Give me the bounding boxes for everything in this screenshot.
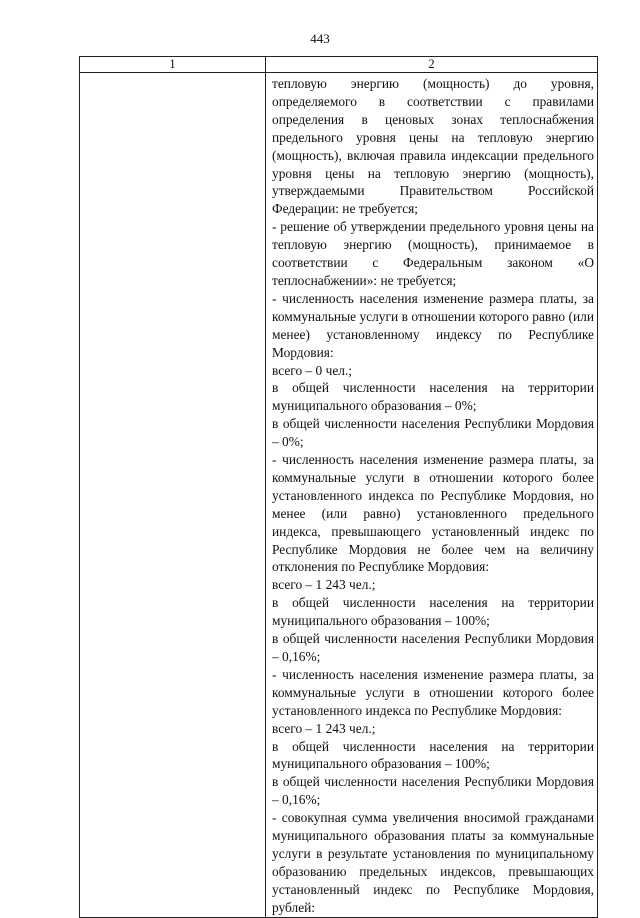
paragraph: - численность населения изменение размера платы, за коммунальные услуги в отношении которого более установленного индекса по Республике Мордовия, но менее (или равно) установленного предельного индекса, превышающего установленный индекс по Республике Мордовия не более чем на величину отклонения по Республике Мордовия:	[272, 452, 594, 575]
page-number: 443	[310, 31, 330, 46]
paragraph: в общей численности населения Республики Мордовия – 0,16%;	[272, 631, 594, 664]
column-2-content	[266, 73, 597, 917]
table-body-row	[80, 73, 598, 918]
paragraph: в общей численности населения на территории муниципального образования – 100%;	[272, 738, 594, 772]
paragraph: всего – 1 243 чел.;	[272, 720, 376, 736]
paragraph: - численность населения изменение размера платы, за коммунальные услуги в отношении которого равно (или менее) установленному индексу по Республике Мордовия:	[272, 290, 594, 360]
column-2-cell	[266, 73, 598, 918]
paragraph: в общей численности населения Республики Мордовия – 0%;	[272, 416, 594, 450]
paragraph: - совокупная сумма увеличения вносимой гражданами муниципального образования платы за коммунальные услуги в результате установления по муниципальному образованию предельных индексов, превышающих установленный индекс по Республике Мордовия, рублей:	[272, 810, 594, 915]
table-header-row	[80, 57, 598, 73]
paragraph: в общей численности населения на территории муниципального образования – 100%;	[272, 595, 594, 629]
column-header-2: 2	[266, 57, 598, 73]
document-table	[79, 56, 598, 918]
paragraph: всего – 1 243 чел.;	[272, 577, 376, 593]
paragraph: в общей численности населения Республики Мордовия – 0,16%;	[272, 774, 594, 808]
paragraph: в общей численности населения на территории муниципального образования – 0%;	[272, 380, 594, 414]
column-header-1: 1	[80, 57, 266, 73]
paragraph: - решение об утверждении предельного уровня цены на тепловую энергию (мощность), принимаемое в соответствии с Федеральным законом «О теплоснабжении»: не требуется;	[272, 219, 594, 288]
paragraph: - численность населения изменение размера платы, за коммунальные услуги в отношении которого более установленного индекса по Республике Мордовия:	[272, 666, 594, 718]
paragraph: всего – 0 чел.;	[272, 362, 353, 378]
column-1-cell	[80, 73, 266, 918]
paragraph: тепловую энергию (мощность) до уровня, определяемого в соответствии с правилами определения в ценовых зонах теплоснабжения предельного уровня цены на тепловую энергию (мощность), включая правила индексации предельного уровня цены на тепловую энергию (мощность), утверждаемыми Правительством Российской Федерации: не требуется;	[272, 76, 594, 217]
